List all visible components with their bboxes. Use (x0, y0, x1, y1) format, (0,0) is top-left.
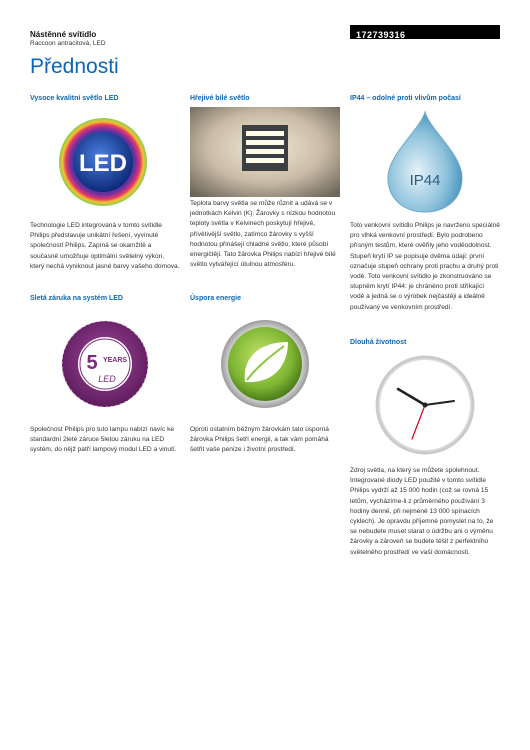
product-title: Nástěnné svítidlo (30, 30, 97, 39)
water-drop-icon (350, 108, 500, 214)
warranty-years-number: 5 (86, 352, 98, 374)
led-icon-text: LED (79, 150, 127, 177)
page-title: Přednosti (30, 55, 119, 78)
product-subtitle: Raccoon antracitová, LED (30, 40, 106, 47)
led-icon-image (30, 112, 180, 212)
wall-lamp-icon (190, 107, 340, 197)
ip44-drop-image (350, 108, 500, 214)
warranty-badge-image (30, 312, 180, 412)
warranty-heading: Sletá záruka na systém LED (30, 295, 123, 302)
energy-text: Oproti ostatním běžným žárovkám tato úsporná žárovka Philips šetří energii, a tak vám pomáhá šetřit vaše peníze i životní prostředí. (190, 426, 329, 454)
warranty-badge-icon (30, 312, 180, 412)
leaf-icon (190, 312, 340, 412)
warm-white-text: Teplota barvy světla se může různit a udává se v jednotkách Kelvin (K). Žárovky s nízkou hodnotou teploty světla v Kelvinech poskytují hřejivé, přívětivější světlo, zatímco žárovky s vyšší hodnotou přinášejí chladné světlo, které působí energičtěji. Tato žárovka Philips nabízí hřejivé bílé světlo vytvářející útulnou atmosféru. (190, 200, 336, 269)
ip44-text: Toto venkovní svítidlo Philips je navrženo speciálně pro vlhká venkovní prostředí. Bylo podrobeno přísným testům, které ověřily jeho voděodolnost. Stupeň krytí IP se popisuje dvěma údaji: první označuje stupeň ochrany proti prachu a druhý proti vodě. Toto venkovní svítidlo je zkonstruováno se stupněm krytí IP44: je chráněno proti stříkající vodě a jedná se o výrobek nejčastěji a ideálně používaný ve venkovním prostředí. (350, 222, 500, 311)
ip44-heading: IP44 – odolné proti vlivům počasí (350, 95, 461, 102)
clock-image (350, 353, 500, 457)
ip44-icon-text: IP44 (409, 172, 441, 189)
led-quality-text: Technologie LED integrovaná v tomto svítidle Philips představuje unikátní řešení, vyvinuté společností Philips. Zapíná se okamžitě a současně umožňuje optimální světelný výkon, který nechá vyniknout jasné barvy vašeho domova. (30, 222, 180, 270)
warranty-text: Společnost Philips pro tuto lampu nabízí navíc ke standardní 2leté záruce 5letou záruku na LED systém, do nějž patří lampový modul LED a vinutí. (30, 426, 177, 454)
lifetime-heading: Dlouhá životnost (350, 339, 407, 346)
energy-leaf-image (190, 312, 340, 412)
clock-icon (350, 353, 500, 457)
warm-white-heading: Hřejivé bílé světlo (190, 95, 250, 102)
lifetime-text: Zdroj světla, na který se můžete spolehnout. Integrované diody LED použité v tomto svítidle Philips vydrží až 15 000 hodin (což se rovná 15 letům, vycházíme-li z průměrného používání 3 hodiny denně, při nejméně 13 000 spínacích cyklech). Je opravdu příjemné pomyslet na to, že se nebudete muset starat o údržbu ani o výměnu žárovky a zároveň se budete těšit z perfektního světelného prostředí ve vaší domácnosti. (350, 467, 494, 556)
led-icon (30, 112, 180, 212)
product-code-bar (350, 25, 500, 39)
product-code: 172739316 (356, 30, 406, 40)
warranty-led-word: LED (98, 374, 116, 384)
led-quality-heading: Vysoce kvalitní světlo LED (30, 95, 119, 102)
warranty-years-word: YEARS (102, 357, 128, 364)
energy-heading: Úspora energie (190, 295, 241, 302)
wall-lamp-photo (190, 107, 340, 197)
